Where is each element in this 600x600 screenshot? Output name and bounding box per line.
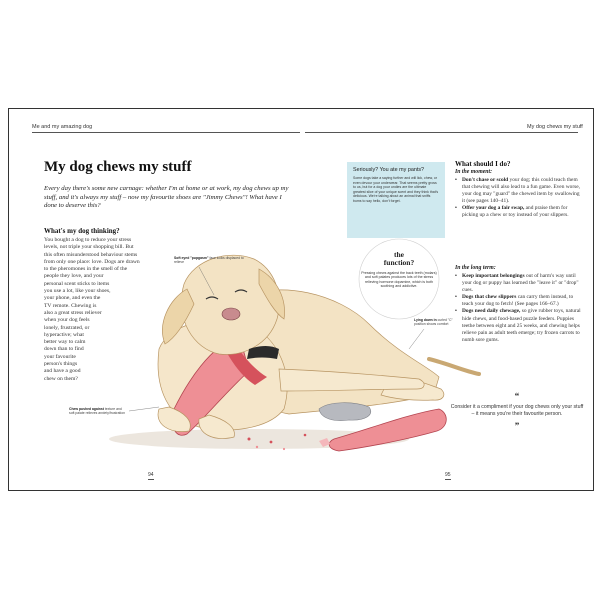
body-line: lonely, frustrated, or xyxy=(44,324,90,331)
annotation-paws-text: texture and soft palate relieves anxiety/frustration xyxy=(69,407,125,416)
annotation-eyes-text: face looks displaced to relieve xyxy=(174,256,244,265)
page-title: My dog chews my stuff xyxy=(44,159,192,175)
body-line: from only one place: love. Dogs are drawn xyxy=(44,258,140,265)
lying-leader-line xyxy=(409,329,424,349)
annotation-lying xyxy=(414,318,454,326)
body-line: better way to calm xyxy=(44,339,86,346)
moment-list xyxy=(455,177,583,220)
left-page-number: 94 xyxy=(148,472,154,478)
body-text-column xyxy=(44,237,140,383)
intro-paragraph: Every day there's some new carnage: whether I'm at home or at work, my dog chews up my stuff, and it's always my stuff – now my favourite shoes are "Jimmy Chews"! What have I done to deserve this? xyxy=(44,185,289,210)
function-title-line: the xyxy=(394,250,404,259)
annotation-paws-title: Chew pushed against xyxy=(69,407,104,411)
paws-leader-line xyxy=(129,407,159,411)
shoe-piece xyxy=(283,448,285,450)
annotation-eyes xyxy=(174,256,254,264)
body-line: people they love, and your xyxy=(44,273,104,280)
body-line: personal scent sticks to items xyxy=(44,280,110,287)
body-line: down than to find xyxy=(44,346,84,353)
body-line: and have a good xyxy=(44,368,81,375)
body-line: person's things xyxy=(44,361,78,368)
body-line: levels, not triple your shopping bill. But xyxy=(44,244,134,251)
function-title xyxy=(374,251,424,267)
torn-sock xyxy=(319,403,371,421)
in-the-moment-heading: In the moment: xyxy=(455,169,493,175)
annotation-lying-text: curled "C" position shows comfort xyxy=(414,318,453,327)
body-line: you use a lot, like your shoes, xyxy=(44,288,111,295)
annotation-eyes-title: Soft eyed "pupgasm" xyxy=(174,256,209,260)
dog-tail xyxy=(429,359,479,374)
body-line: this often misunderstood behaviour stems xyxy=(44,251,138,258)
list-item: • Don't chase or scold your dog; this could teach them that chewing will also lead to a fun game. Even worse, your dog may "guard" the chewed item by swallowing it (see pages 140–41). xyxy=(455,177,583,205)
body-line: chew on them? xyxy=(44,375,78,382)
body-line: when your dog feels xyxy=(44,317,90,324)
pull-quote xyxy=(449,392,585,430)
list-item: • Keep important belongings out of harm's way until your dog or puppy has learned the "leave it" or "drop" cues. xyxy=(455,273,583,294)
shoe-piece xyxy=(304,434,307,437)
list-item: • Dogs need daily chewage, so give rubber toys, natural hide chews, and food-based puzzle feeders. Puppies teethe between eight and 25 weeks, and chewing helps relieve pain as adult teeth emerge; try frozen carrots to numb sore gums. xyxy=(455,308,583,343)
left-running-head: Me and my amazing dog xyxy=(32,124,93,130)
function-text: Pressing chews against the back teeth (molars) and soft palates produces lots of the stress relieving hormone dopamine, which is both soothing and addictive. xyxy=(361,271,437,289)
annotation-lying-title: Lying down in xyxy=(414,318,437,322)
function-title-line: function? xyxy=(383,258,415,267)
long-term-heading: In the long term: xyxy=(455,265,496,271)
shoe-piece xyxy=(270,441,273,444)
annotation-paws xyxy=(69,407,127,415)
what-should-i-do-title: What should I do? xyxy=(455,160,511,168)
quote-close-mark: ” xyxy=(514,421,520,431)
quote-open-mark: “ xyxy=(514,391,520,401)
shoe-piece xyxy=(248,438,251,441)
sidebar-box xyxy=(347,162,445,238)
dog-head xyxy=(181,255,279,354)
list-item: • Offer your dog a fair swap, and praise them for picking up a chew or toy instead of your slippers. xyxy=(455,205,583,219)
body-line: also a great stress reliever xyxy=(44,309,102,316)
sidebar-title: Seriously? You ate my pants? xyxy=(353,167,425,173)
body-line: your phone, and even the xyxy=(44,295,101,302)
body-line: You bought a dog to reduce your stress xyxy=(44,237,132,243)
right-page-number: 95 xyxy=(445,472,451,478)
sidebar-text: Some dogs take a saying further and will lick, chew, or even devour your underwear. That seems pretty gross to us, but for a dog your undies are the ultimate greatest slice of your unique scent and they think that's delicious. We're talking about an animal that sniffs bums to say hello, don't forget. xyxy=(353,176,439,203)
section-title-dog-thinking: What's my dog thinking? xyxy=(44,227,120,235)
dog-nose xyxy=(222,308,240,320)
list-item: • Dogs that chew slippers can carry them instead, to teach your dog to fetch! (See pages 166–67.) xyxy=(455,294,583,308)
shoe-piece xyxy=(256,446,258,448)
body-line: your favourite xyxy=(44,353,76,360)
body-line: TV remote. Chewing is xyxy=(44,302,97,309)
quote-text: Consider it a compliment if your dog chews only your stuff – it means you're their favourite person. xyxy=(450,404,584,417)
long-term-list xyxy=(455,273,583,344)
book-spread xyxy=(8,108,594,491)
body-line: hyperactive; what xyxy=(44,331,84,338)
right-running-head: My dog chews my stuff xyxy=(527,124,583,130)
body-line: to the pheromones in the smell of the xyxy=(44,266,128,273)
